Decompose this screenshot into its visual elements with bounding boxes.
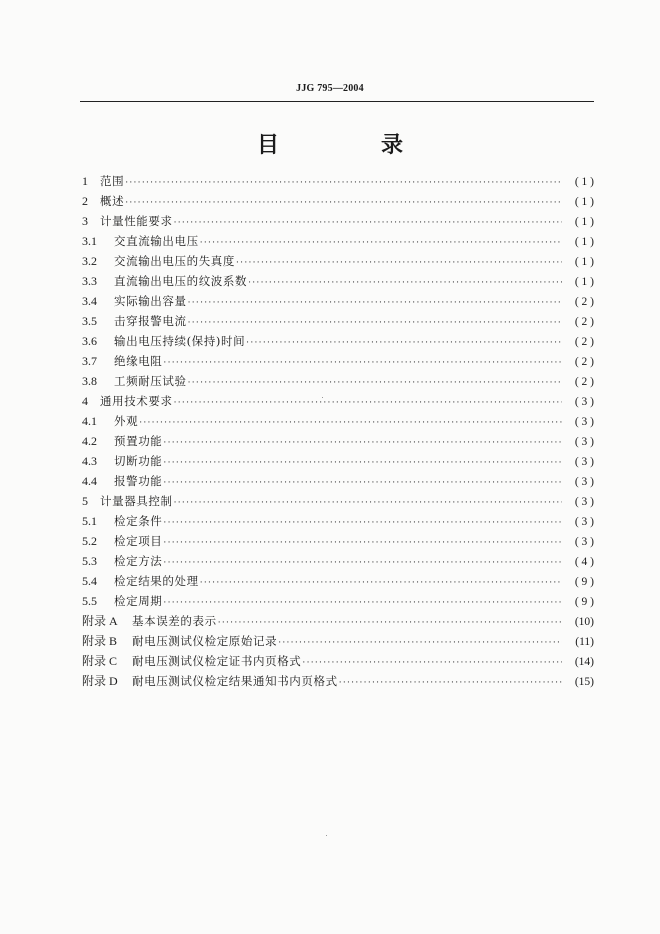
toc-entry[interactable] [82, 651, 594, 671]
toc-entry-number: 3.8 [82, 374, 97, 388]
dot-leader [278, 633, 562, 653]
toc-entry-label: 检定结果的处理 [114, 574, 199, 588]
dot-leader [188, 293, 562, 313]
toc-entry-label: 工频耐压试验 [114, 374, 187, 388]
toc-entry-page: ( 3 ) [574, 536, 594, 548]
toc-entry[interactable] [82, 171, 594, 191]
toc-entry-label: 实际输出容量 [114, 294, 187, 308]
toc-entry-page: ( 2 ) [574, 316, 594, 328]
dot-leader [236, 253, 562, 273]
toc-entry[interactable] [82, 571, 594, 591]
toc-entry-number: 附录 C [82, 654, 118, 668]
toc-entry-label: 预置功能 [114, 434, 163, 448]
toc-entry-page: ( 4 ) [574, 556, 594, 568]
toc-entry-page: ( 1 ) [574, 196, 594, 208]
toc-entry-number: 3.6 [82, 334, 97, 348]
toc-entry-label: 检定方法 [114, 554, 163, 568]
toc-entry-number: 5.2 [82, 534, 97, 548]
toc-entry-label: 基本误差的表示 [132, 614, 217, 628]
dot-leader [163, 453, 562, 473]
toc-entry-page: ( 3 ) [574, 436, 594, 448]
dot-leader [163, 593, 562, 613]
dot-leader [174, 493, 562, 513]
toc-entry[interactable] [82, 231, 594, 251]
scan-speck [322, 397, 323, 398]
toc-entry-page: ( 3 ) [574, 456, 594, 468]
toc-entry[interactable] [82, 351, 594, 371]
toc-entry-number: 5.4 [82, 574, 97, 588]
toc-entry-number: 4 [82, 394, 88, 408]
toc-entry-label: 概述 [100, 194, 125, 208]
dot-leader [163, 513, 562, 533]
toc-entry-label: 范围 [100, 174, 125, 188]
dot-leader [163, 533, 562, 553]
toc-entry-label: 检定条件 [114, 514, 163, 528]
toc-entry[interactable] [82, 211, 594, 231]
toc-entry-page: ( 2 ) [574, 376, 594, 388]
toc-entry-number: 5.5 [82, 594, 97, 608]
toc-entry[interactable] [82, 511, 594, 531]
toc-entry-label: 切断功能 [114, 454, 163, 468]
dot-leader [174, 393, 562, 413]
toc-entry-label: 计量性能要求 [100, 214, 173, 228]
toc-entry-label: 通用技术要求 [100, 394, 173, 408]
dot-leader [188, 313, 562, 333]
toc-entry-page: ( 9 ) [574, 576, 594, 588]
toc-entry-label: 交直流输出电压 [114, 234, 199, 248]
toc-entry-label: 报警功能 [114, 474, 163, 488]
dot-leader [174, 213, 562, 233]
toc-entry-number: 附录 D [82, 674, 118, 688]
dot-leader [200, 233, 562, 253]
dot-leader [302, 653, 562, 673]
toc-entry-label: 交流输出电压的失真度 [114, 254, 235, 268]
toc-entry-label: 击穿报警电流 [114, 314, 187, 328]
toc-entry-number: 附录 A [82, 614, 118, 628]
toc-entry-page: ( 3 ) [574, 496, 594, 508]
toc-entry-page: ( 1 ) [574, 256, 594, 268]
toc-entry-number: 3.5 [82, 314, 97, 328]
table-of-contents [82, 171, 594, 691]
toc-entry[interactable] [82, 611, 594, 631]
toc-entry-number: 1 [82, 174, 88, 188]
toc-entry-label: 直流输出电压的纹波系数 [114, 274, 248, 288]
toc-entry-page: ( 1 ) [574, 276, 594, 288]
toc-entry-page: ( 2 ) [574, 336, 594, 348]
toc-entry[interactable] [82, 491, 594, 511]
document-code: JJG 795—2004 [296, 83, 364, 94]
dot-leader [163, 553, 562, 573]
toc-entry[interactable] [82, 591, 594, 611]
toc-entry[interactable] [82, 251, 594, 271]
toc-entry-number: 3.1 [82, 234, 97, 248]
toc-entry[interactable] [82, 451, 594, 471]
toc-entry-number: 5.1 [82, 514, 97, 528]
toc-entry-number: 5.3 [82, 554, 97, 568]
toc-entry[interactable] [82, 391, 594, 411]
toc-entry-label: 绝缘电阻 [114, 354, 163, 368]
toc-entry-label: 检定项目 [114, 534, 163, 548]
dot-leader [248, 273, 562, 293]
toc-entry-number: 5 [82, 494, 88, 508]
toc-entry-page: ( 3 ) [574, 516, 594, 528]
dot-leader [163, 473, 562, 493]
toc-entry-page: (11) [575, 636, 594, 648]
toc-entry-page: ( 9 ) [574, 596, 594, 608]
toc-entry-page: ( 3 ) [574, 416, 594, 428]
dot-leader [163, 353, 562, 373]
dot-leader [163, 433, 562, 453]
toc-entry-page: ( 2 ) [574, 296, 594, 308]
toc-entry[interactable] [82, 631, 594, 651]
dot-leader [200, 573, 562, 593]
toc-entry-label: 耐电压测试仪检定原始记录 [132, 634, 278, 648]
toc-entry[interactable] [82, 411, 594, 431]
toc-entry-label: 输出电压持续(保持)时间 [114, 334, 246, 348]
dot-leader [125, 193, 562, 213]
toc-entry[interactable] [82, 191, 594, 211]
toc-entry-label: 外观 [114, 414, 139, 428]
dot-leader [125, 173, 562, 193]
toc-entry-number: 3.4 [82, 294, 97, 308]
dot-leader [139, 413, 562, 433]
toc-entry-page: ( 2 ) [574, 356, 594, 368]
toc-entry-number: 4.4 [82, 474, 97, 488]
toc-entry-label: 耐电压测试仪检定证书内页格式 [132, 654, 302, 668]
scan-speck [326, 835, 327, 836]
toc-entry-page: ( 3 ) [574, 476, 594, 488]
toc-entry[interactable] [82, 431, 594, 451]
page-title: 目 录 [256, 133, 443, 158]
toc-entry-label: 计量器具控制 [100, 494, 173, 508]
toc-entry-number: 3.3 [82, 274, 97, 288]
toc-entry-number: 3.7 [82, 354, 97, 368]
toc-entry-number: 4.1 [82, 414, 97, 428]
toc-entry[interactable] [82, 311, 594, 331]
toc-entry-number: 附录 B [82, 634, 118, 648]
toc-entry-number: 2 [82, 194, 88, 208]
toc-entry[interactable] [82, 291, 594, 311]
toc-entry-page: (15) [574, 676, 594, 688]
toc-entry-page: ( 1 ) [574, 176, 594, 188]
toc-entry-number: 3 [82, 214, 88, 228]
toc-entry-page: ( 1 ) [574, 216, 594, 228]
toc-entry[interactable] [82, 551, 594, 571]
dot-leader [188, 373, 562, 393]
toc-entry-label: 检定周期 [114, 594, 163, 608]
toc-entry[interactable] [82, 671, 594, 691]
toc-entry-page: (14) [574, 656, 594, 668]
header-divider [80, 101, 594, 102]
toc-entry-number: 3.2 [82, 254, 97, 268]
toc-entry-page: ( 1 ) [574, 236, 594, 248]
dot-leader [246, 333, 562, 353]
toc-entry-number: 4.3 [82, 454, 97, 468]
toc-entry-number: 4.2 [82, 434, 97, 448]
toc-entry[interactable] [82, 371, 594, 391]
toc-entry[interactable] [82, 331, 594, 351]
dot-leader [339, 673, 562, 693]
dot-leader [218, 613, 562, 633]
toc-entry[interactable] [82, 471, 594, 491]
toc-entry-page: (10) [574, 616, 594, 628]
toc-entry[interactable] [82, 271, 594, 291]
toc-entry-page: ( 3 ) [574, 396, 594, 408]
toc-entry-label: 耐电压测试仪检定结果通知书内页格式 [132, 674, 338, 688]
toc-entry[interactable] [82, 531, 594, 551]
